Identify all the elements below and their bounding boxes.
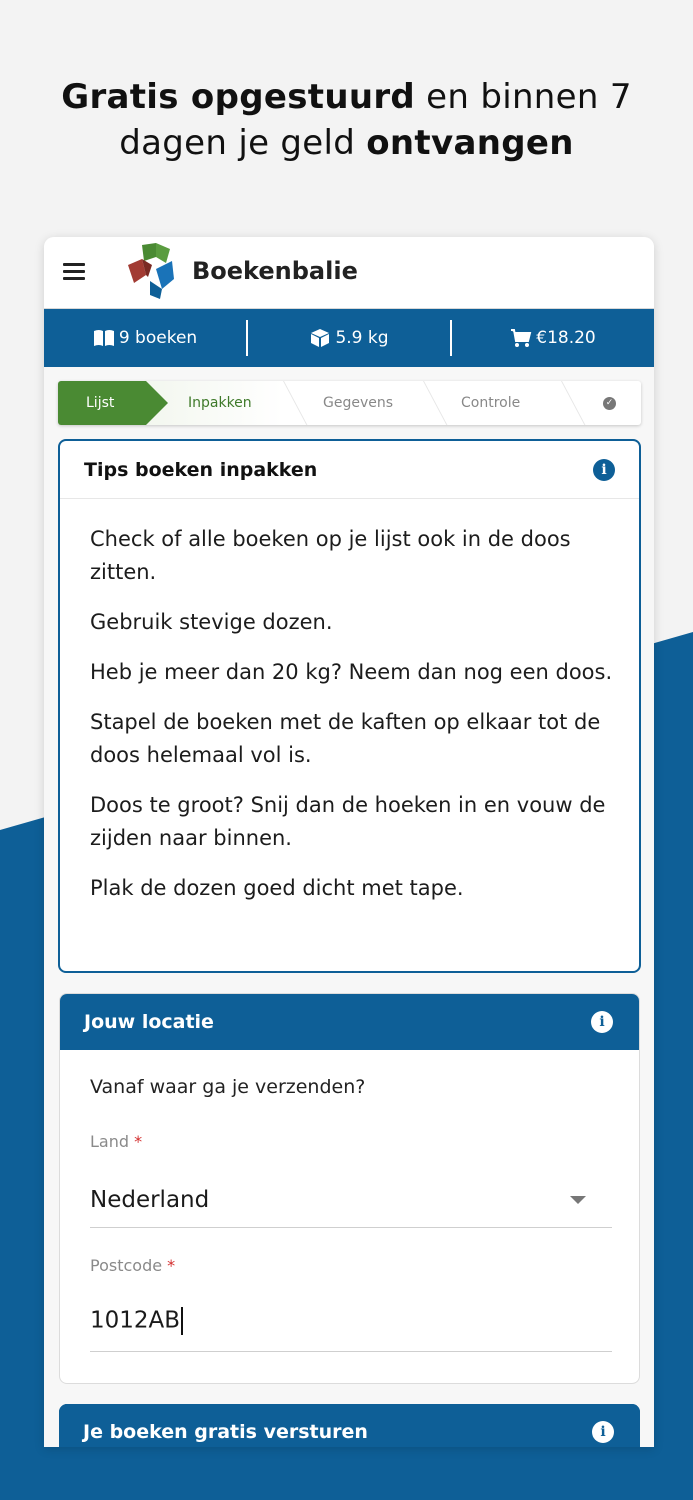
step-complete[interactable]: [561, 381, 641, 425]
location-card-header[interactable]: [60, 994, 639, 1050]
tip-item: Plak de dozen goed dicht met tape.: [90, 876, 464, 900]
cart-total[interactable]: €18.20: [450, 320, 654, 356]
menu-icon[interactable]: [63, 263, 85, 281]
tip-item: Heb je meer dan 20 kg? Neem dan nog een doos.: [90, 660, 613, 684]
tip-item: Check of alle boeken op je lijst ook in de doos zitten.: [90, 527, 571, 584]
location-question: Vanaf waar ga je verzenden?: [90, 1076, 366, 1098]
book-icon: [93, 328, 115, 348]
boekenbalie-logo: [126, 243, 182, 299]
dropdown-arrow-icon: [570, 1196, 586, 1204]
shipping-card: [59, 1404, 640, 1447]
tips-card: [58, 439, 641, 973]
cart-icon: [510, 328, 532, 348]
app-screen: [44, 237, 654, 1447]
weight-total[interactable]: 5.9 kg: [246, 320, 450, 356]
shipping-card-title: Je boeken gratis versturen: [83, 1421, 368, 1443]
info-icon[interactable]: i: [591, 1011, 613, 1033]
top-bar: [44, 237, 654, 309]
location-card: [59, 993, 640, 1384]
check-circle-icon: ✓: [603, 397, 616, 410]
step-controle[interactable]: Controle: [423, 381, 561, 425]
info-icon[interactable]: i: [592, 1421, 614, 1443]
tip-item: Stapel de boeken met de kaften op elkaar tot de doos helemaal vol is.: [90, 710, 601, 767]
tip-item: Gebruik stevige dozen.: [90, 610, 333, 634]
location-card-title: Jouw locatie: [84, 1011, 214, 1033]
tip-item: Doos te groot? Snij dan de hoeken in en vouw de zijden naar binnen.: [90, 793, 606, 850]
tips-card-header[interactable]: [60, 441, 639, 499]
tips-list: [60, 499, 639, 905]
postcode-label: Postcode *: [90, 1256, 176, 1275]
tips-card-title: Tips boeken inpakken: [84, 458, 318, 481]
books-count[interactable]: 9 boeken: [44, 320, 246, 356]
text-cursor: [181, 1307, 183, 1335]
country-label: Land *: [90, 1132, 143, 1151]
step-lijst[interactable]: Lijst: [58, 381, 146, 425]
stats-bar: [44, 309, 654, 367]
marketing-headline: Gratis opgestuurd en binnen 7 dagen je geld ontvangen: [61, 77, 632, 163]
step-gegevens[interactable]: Gegevens: [283, 381, 423, 425]
postcode-input[interactable]: 1012AB: [90, 1290, 612, 1352]
country-select[interactable]: Nederland: [90, 1172, 612, 1228]
step-inpakken[interactable]: Inpakken: [146, 381, 283, 425]
brand-name: Boekenbalie: [192, 257, 358, 285]
info-icon[interactable]: i: [593, 459, 615, 481]
shipping-card-header[interactable]: [59, 1404, 640, 1447]
box-icon: [309, 328, 331, 348]
progress-steps: [58, 381, 641, 425]
